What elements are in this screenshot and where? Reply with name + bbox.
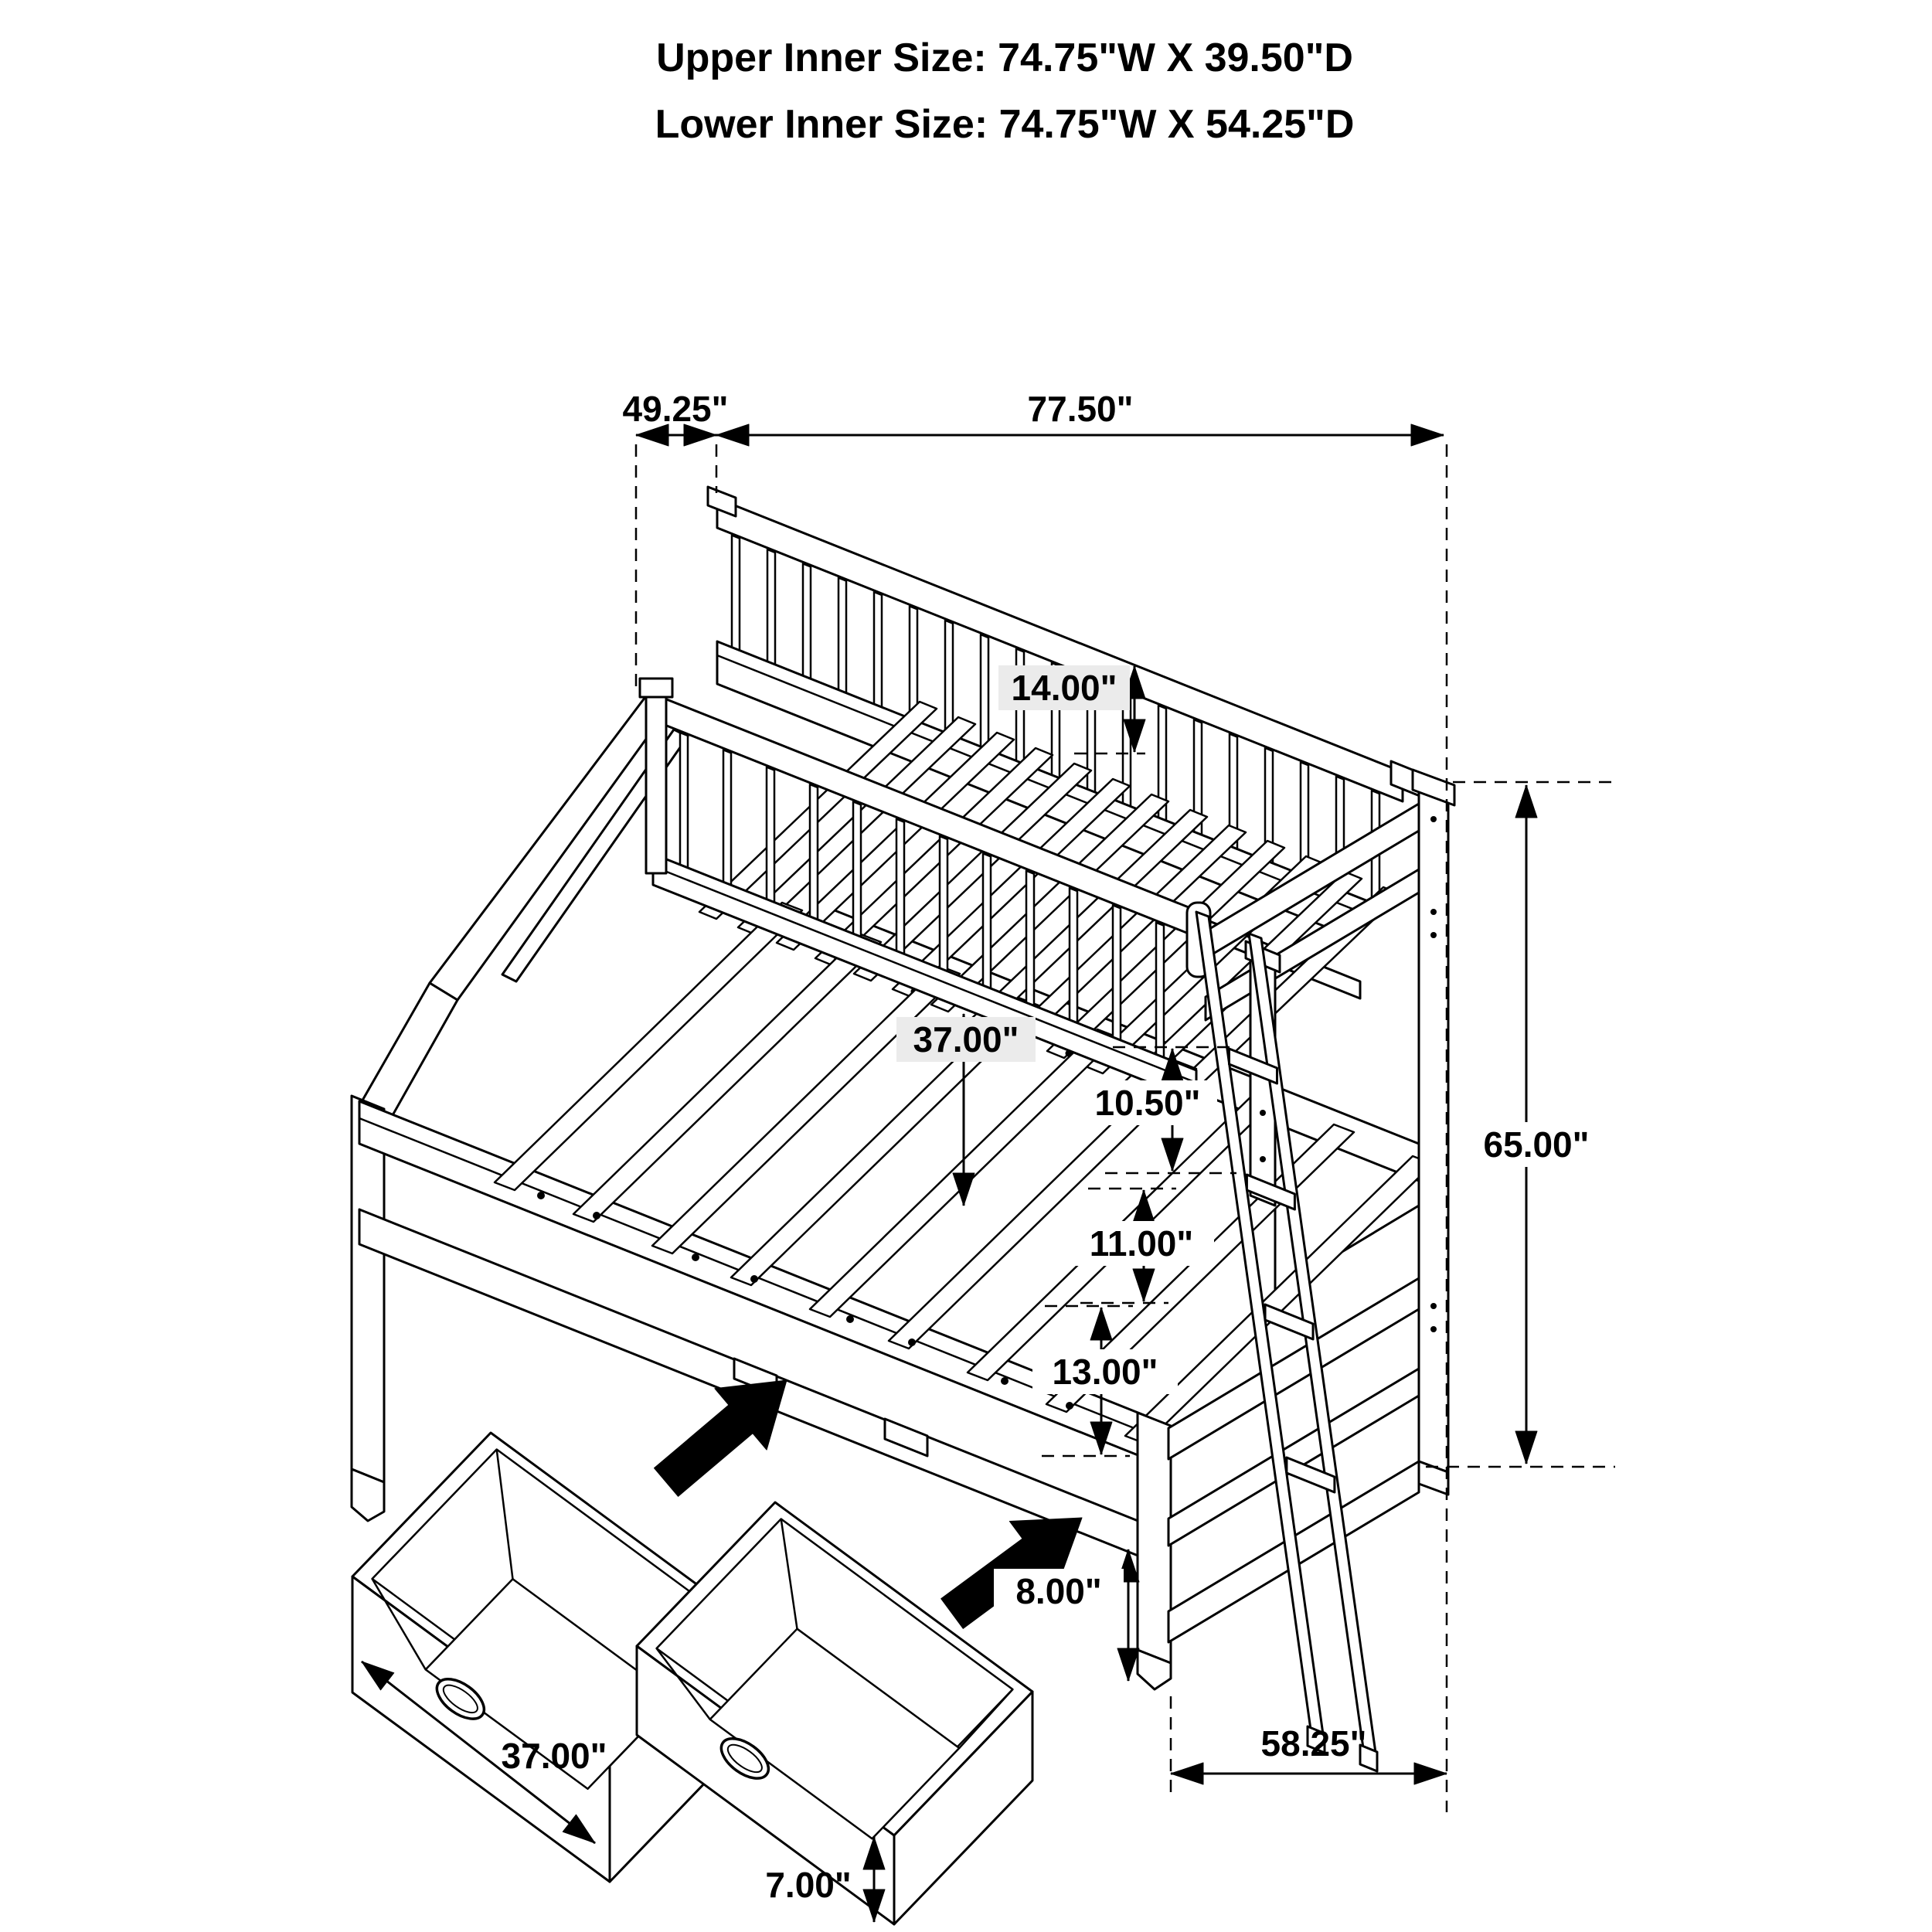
dim-guard-rail: 14.00" [1011, 668, 1117, 708]
dim-drawer-height: 7.00" [765, 1865, 852, 1905]
insert-arrow-1 [654, 1380, 787, 1496]
dim-floor-clearance: 8.00" [1015, 1571, 1102, 1611]
dim-ladder-step-2: 11.00" [1089, 1223, 1194, 1264]
dim-ladder-step-1: 10.50" [1094, 1083, 1201, 1123]
storage-drawer-2 [637, 1502, 1032, 1924]
title-upper-inner-size: Upper Inner Size: 74.75"W X 39.50"D [656, 36, 1353, 80]
dim-bunk-clearance: 37.00" [913, 1019, 1019, 1060]
dim-ladder-step-3: 13.00" [1052, 1352, 1158, 1392]
dim-base-depth: 58.25" [1260, 1723, 1367, 1764]
dim-overall-height: 65.00" [1483, 1124, 1590, 1165]
dim-top-depth: 49.25" [622, 389, 729, 429]
title-lower-inner-size: Lower Inner Size: 74.75"W X 54.25"D [655, 102, 1355, 147]
dim-drawer-width: 37.00" [501, 1736, 607, 1776]
bed-line-art [352, 424, 1615, 1924]
dim-top-width: 77.50" [1027, 389, 1134, 429]
